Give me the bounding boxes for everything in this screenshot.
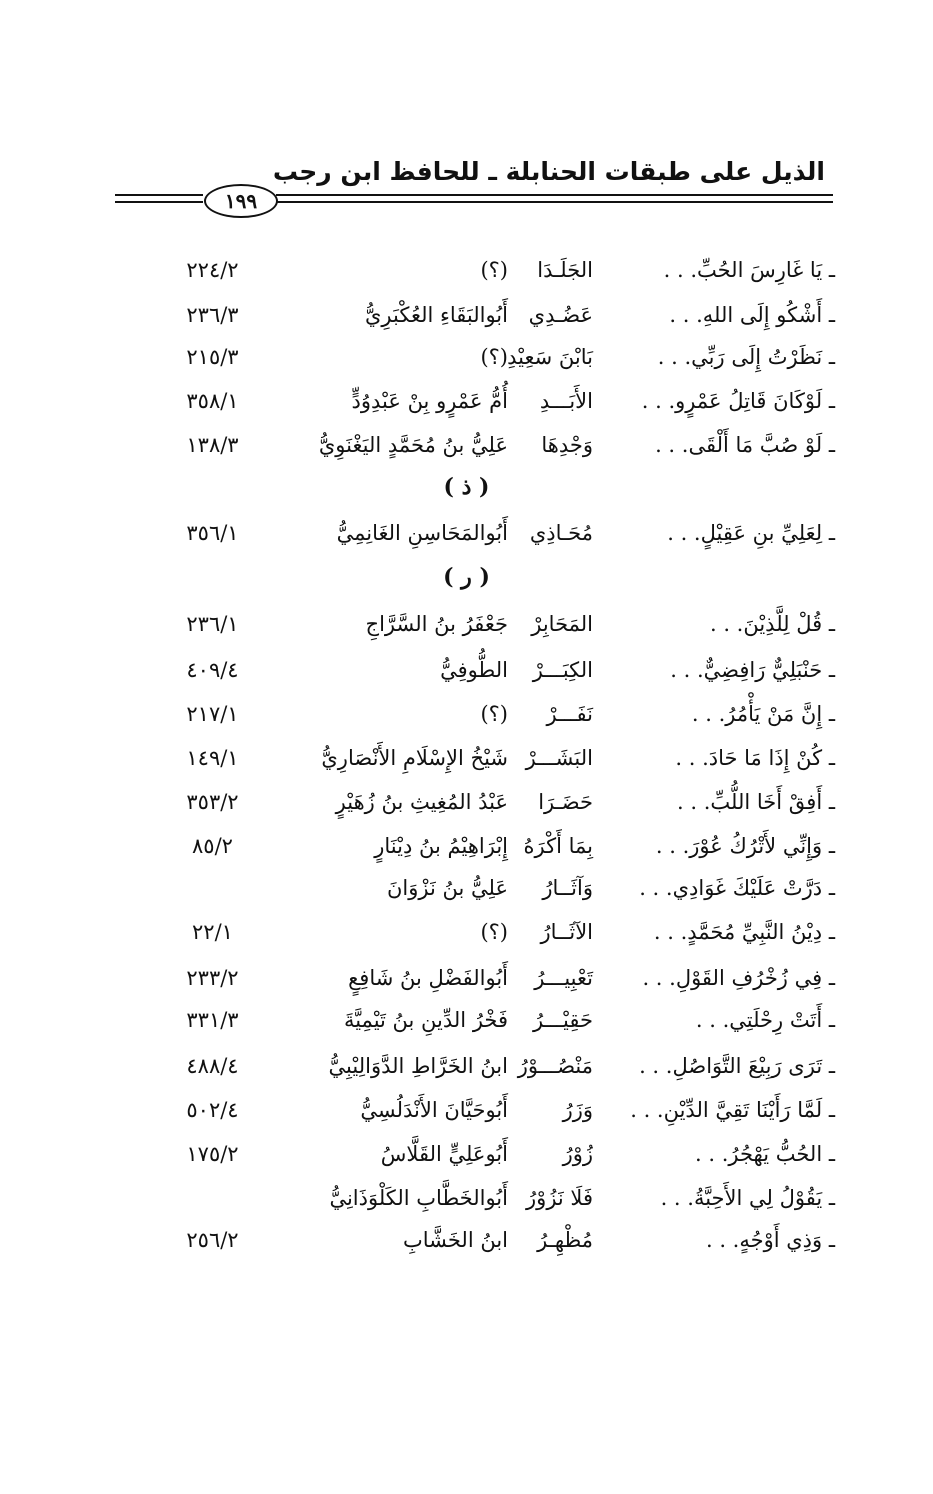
letter-heading-label: ( ر ) xyxy=(443,564,490,590)
header-rule-left xyxy=(115,194,203,196)
verse-incipit: ـ وَذِي أَوْجُهٍ. . . xyxy=(705,1228,835,1252)
poet-name: (؟) xyxy=(480,345,508,369)
rhyme-word: فَلَا نَزُوْرُ xyxy=(526,1186,593,1210)
poet-name: (؟) xyxy=(480,258,508,282)
verse-incipit: ـ قُلْ لِلَّذِيْنَ. . . xyxy=(709,612,835,636)
verse-incipit: ـ يَا غَارِسَ الحُبِّ. . . xyxy=(663,258,835,282)
rhyme-word: عَضُـدِي xyxy=(528,303,593,327)
rhyme-word: مُحَـاذِي xyxy=(529,521,593,545)
index-entry-row xyxy=(0,1178,933,1218)
poet-name: إِبْرَاهِيْمُ بنُ دِيْنَارٍ xyxy=(374,834,508,858)
verse-incipit: ـ تَرَى رَبِيْعَ التَّوَاصُلِ. . . xyxy=(639,1054,835,1078)
volume-page-ref: ٢٥٦/٢ xyxy=(186,1228,239,1252)
index-entry-row xyxy=(0,694,933,734)
volume-page-ref: ٣٥٨/١ xyxy=(186,389,239,413)
volume-page-ref: ٣٣١/٣ xyxy=(186,1008,239,1032)
rhyme-word: مُظْهِـرُ xyxy=(537,1228,593,1252)
header-rule-right xyxy=(276,194,833,196)
volume-page-ref: ٥٠٢/٤ xyxy=(186,1098,239,1122)
poet-name: أُمُّ عَمْرٍو بِنْ عَبْدِوُدٍّ xyxy=(351,389,508,413)
volume-page-ref: ٢٢/١ xyxy=(192,920,233,944)
verse-incipit: ـ نَظَرْتُ إِلَى رَبِّي. . . xyxy=(657,345,835,369)
verse-incipit: ـ لَوْ صُبَّ مَا أَلْقَى. . . xyxy=(655,433,835,457)
index-entry-row xyxy=(0,381,933,421)
rhyme-word: زُوْرُ xyxy=(562,1142,593,1166)
rhyme-word: الأَبَـــدِ xyxy=(539,389,593,413)
volume-page-ref: ٣٥٣/٢ xyxy=(186,790,239,814)
rhyme-word: نَفَـــرْ xyxy=(546,702,593,726)
verse-incipit: ـ حَنْبَلِيٌّ رَافِضِيٌّ. . . xyxy=(670,658,835,682)
poet-name: ابنُ الخَرَّاطِ الدَّوَالِيْبِيُّ xyxy=(328,1054,508,1078)
volume-page-ref: ٤٨٨/٤ xyxy=(186,1054,239,1078)
rhyme-word: تَعْبِيـــرُ xyxy=(534,966,593,990)
poet-name: (؟) xyxy=(480,702,508,726)
rhyme-word: حَقِيْـــرُ xyxy=(533,1008,593,1032)
rhyme-word: الكِبَـــرْ xyxy=(532,658,593,682)
rhyme-word: وَآثَــارُ xyxy=(542,876,593,900)
rhyme-word: المَحَابِرْ xyxy=(531,612,593,636)
verse-incipit: ـ أَفِقْ أَخَا اللُّبِّ. . . xyxy=(677,790,835,814)
rhyme-word: وَجْدِهَا xyxy=(541,433,593,457)
rhyme-word: حَضَـرَا xyxy=(538,790,593,814)
verse-incipit: ـ لِعَلِيِّ بنِ عَقِيْلٍ. . . xyxy=(667,521,835,545)
index-entry-row xyxy=(0,1134,933,1174)
poet-name: (؟) xyxy=(480,920,508,944)
index-entry-row xyxy=(0,650,933,690)
verse-incipit: ـ إِنَّ مَنْ يَأْمُرُ. . . xyxy=(691,702,835,726)
verse-incipit: ـ أَشْكُو إِلَى اللهِ. . . xyxy=(669,303,835,327)
page-number: ١٩٩ xyxy=(204,184,278,218)
poet-name: فَخْرُ الدِّينِ بنُ تَيْمِيَّةَ xyxy=(343,1008,508,1032)
index-entry-row xyxy=(0,826,933,866)
verse-incipit: ـ أَتَتْ رِحْلَتِي. . . xyxy=(695,1008,835,1032)
volume-page-ref: ٤٠٩/٤ xyxy=(186,658,239,682)
poet-name: جَعْفَرُ بنُ السَّرَّاجِ xyxy=(365,612,508,636)
letter-heading xyxy=(0,557,933,597)
verse-incipit: ـ فِي زُخْرُفِ القَوْلِ. . . xyxy=(642,966,835,990)
poet-name: الطُّوفِيُّ xyxy=(440,658,508,682)
poet-name: أَبُوحَيَّانَ الأَنْدَلُسِيُّ xyxy=(360,1098,508,1122)
verse-incipit: ـ الحُبُّ يَهْجُرُ. . . xyxy=(695,1142,835,1166)
index-entry-row xyxy=(0,738,933,778)
index-entry-row xyxy=(0,337,933,377)
volume-page-ref: ١٤٩/١ xyxy=(186,746,239,770)
index-entry-row xyxy=(0,1090,933,1130)
rhyme-word: بِمَا أَكْرَهُ xyxy=(523,834,593,858)
verse-incipit: ـ كُنْ إِذَا مَا حَادَ. . . xyxy=(675,746,835,770)
index-entry-row xyxy=(0,604,933,644)
volume-page-ref: ٢٣٦/٣ xyxy=(186,303,239,327)
index-entry-row xyxy=(0,513,933,553)
volume-page-ref: ٢١٥/٣ xyxy=(186,345,239,369)
header-rule-left-second xyxy=(115,201,203,203)
index-entry-row xyxy=(0,1220,933,1260)
poet-name: أَبُوالبَقَاءِ العُكْبَرِيُّ xyxy=(365,303,508,327)
volume-page-ref: ٢١٧/١ xyxy=(186,702,239,726)
index-entry-row xyxy=(0,868,933,908)
volume-page-ref: ٢٢٤/٢ xyxy=(186,258,239,282)
rhyme-word: مَنْصُـــوْرُ xyxy=(517,1054,593,1078)
index-entry-row xyxy=(0,1000,933,1040)
rhyme-word: الآثَــارُ xyxy=(540,920,593,944)
index-entry-row xyxy=(0,250,933,290)
poet-name: عَلِيُّ بنُ نَزْوَانَ xyxy=(387,876,508,900)
verse-incipit: ـ يَقُوْلُ لِي الأَحِبَّةُ. . . xyxy=(660,1186,835,1210)
rhyme-word: الجَلَـدَا xyxy=(537,258,593,282)
running-header-title: الذيل على طبقات الحنابلة ـ للحافظ ابن رجب xyxy=(272,157,825,186)
volume-page-ref: ١٣٨/٣ xyxy=(186,433,239,457)
index-entry-row xyxy=(0,425,933,465)
poet-name: أَبُوالمَحَاسِنِ الغَانِمِيُّ xyxy=(336,521,508,545)
verse-incipit: ـ لَوْكَانَ قَاتِلُ عَمْرٍو. . . xyxy=(641,389,835,413)
index-entry-row xyxy=(0,295,933,335)
volume-page-ref: ٨٥/٢ xyxy=(192,834,233,858)
volume-page-ref: ٢٣٦/١ xyxy=(186,612,239,636)
letter-heading-label: ( ذ ) xyxy=(443,474,490,500)
poet-name: أَبُوالخَطَّابِ الكَلْوَذَانِيُّ xyxy=(329,1186,508,1210)
volume-page-ref: ٣٥٦/١ xyxy=(186,521,239,545)
header-rule-right-second xyxy=(276,201,833,203)
poet-name: ابنُ الخَشَّابِ xyxy=(402,1228,508,1252)
poet-name: أَبُوالفَضْلِ بنُ شَافِعٍ xyxy=(348,966,508,990)
verse-incipit: ـ وَإِنِّي لأَتْرُكُ عُوْرَ. . . xyxy=(655,834,835,858)
index-entry-row xyxy=(0,912,933,952)
verse-incipit: ـ لَمَّا رَأَيْنَا تَقِيَّ الدِّيْنِ. . . xyxy=(630,1098,835,1122)
verse-incipit: ـ دِيْنُ النَّبِيِّ مُحَمَّدٍ. . . xyxy=(653,920,835,944)
volume-page-ref: ١٧٥/٢ xyxy=(186,1142,239,1166)
rhyme-word: البَشَـــرْ xyxy=(525,746,593,770)
poet-name: أَبُوعَلِيٍّ القَلَّاسُ xyxy=(380,1142,508,1166)
rhyme-word: بَابْنَ سَعِيْدِ xyxy=(507,345,593,369)
poet-name: شَيْخُ الإِسْلَامِ الأَنْصَارِيُّ xyxy=(321,746,508,770)
index-entry-row xyxy=(0,958,933,998)
rhyme-word: وَزَرُ xyxy=(562,1098,593,1122)
index-entry-row xyxy=(0,782,933,822)
index-entry-row xyxy=(0,1046,933,1086)
poet-name: عَبْدُ المُغِيثِ بنُ زُهَيْرٍ xyxy=(335,790,508,814)
volume-page-ref: ٢٣٣/٢ xyxy=(186,966,239,990)
letter-heading xyxy=(0,467,933,507)
poet-name: عَلِيُّ بنُ مُحَمَّدٍ اليَغْنَوِيُّ xyxy=(318,433,508,457)
verse-incipit: ـ دَرَّتْ عَلَيْكَ غَوَادِي. . . xyxy=(639,876,835,900)
